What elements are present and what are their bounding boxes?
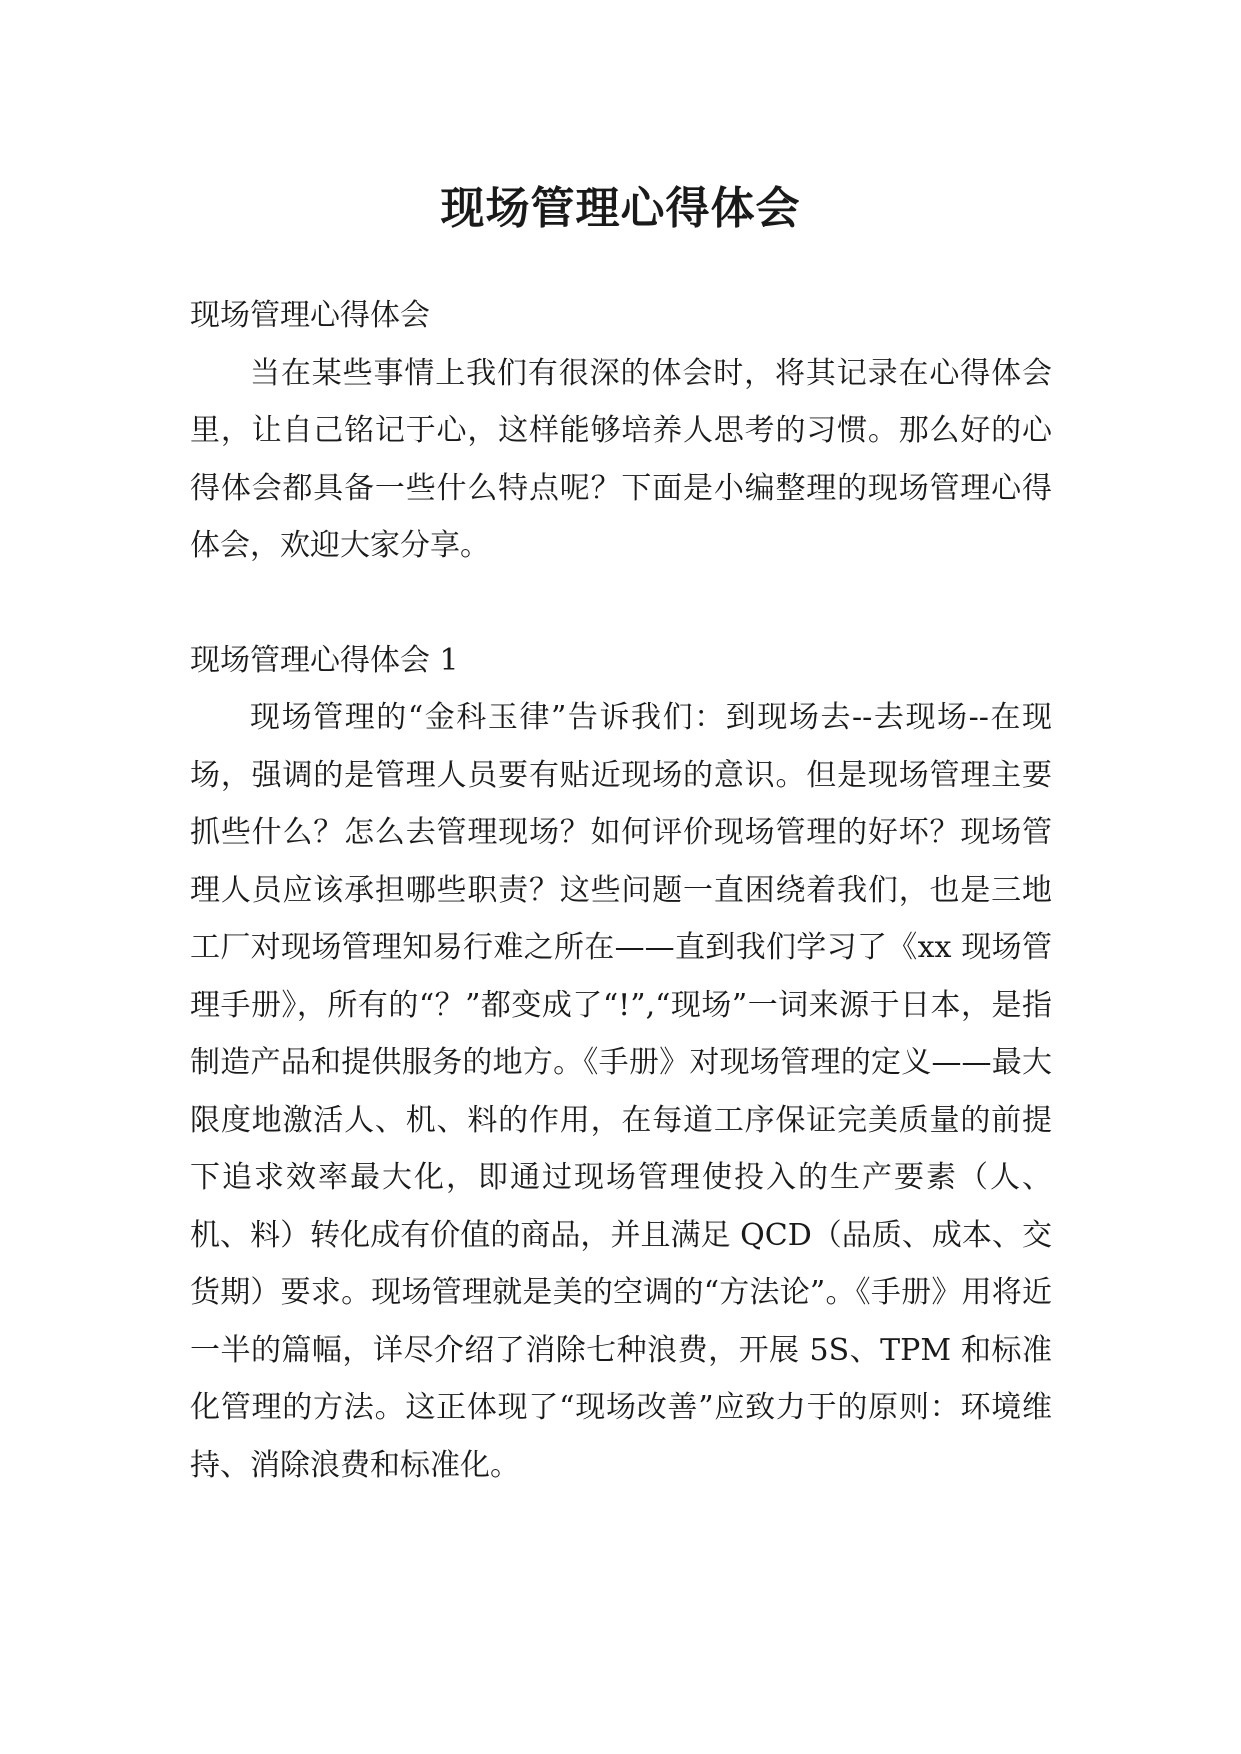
section-1-paragraph: 现场管理的“金科玉律”告诉我们：到现场去--去现场--在现场，强调的是管理人员要有贴近现场的意识。但是现场管理主要抓些什么？怎么去管理现场？如何评价现场管理的好坏？现场管理人员应该承担哪些职责？这些问题一直困绕着我们，也是三地工厂对现场管理知易行难之所在——直到我们学习了《xx 现场管理手册》，所有的“？”都变成了“!”,“现场”一词来源于日本，是指制造产品和提供服务的地方。《手册》对现场管理的定义——最大限度地激活人、机、料的作用，在每道工序保证完美质量的前提下追求效率最大化，即通过现场管理使投入的生产要素（人、机、料）转化成有价值的商品，并且满足 QCD（品质、成本、交货期）要求。现场管理就是美的空调的“方法论”。《手册》用将近一半的篇幅，详尽介绍了消除七种浪费，开展 5S、TPM 和标准化管理的方法。这正体现了“现场改善”应致力于的原则：环境维持、消除浪费和标准化。: [190, 700, 1052, 1483]
document-body: [190, 287, 1052, 1494]
section-1-heading: 现场管理心得体会 1: [190, 642, 459, 678]
section-spacer: [190, 575, 1052, 632]
document-title: 现场管理心得体会: [440, 183, 801, 235]
intro-heading: 现场管理心得体会: [190, 298, 430, 333]
intro-paragraph: 当在某些事情上我们有很深的体会时，将其记录在心得体会里，让自己铭记于心，这样能够培养人思考的习惯。那么好的心得体会都具备一些什么特点呢？下面是小编整理的现场管理心得体会，欢迎大家分享。: [190, 355, 1052, 563]
